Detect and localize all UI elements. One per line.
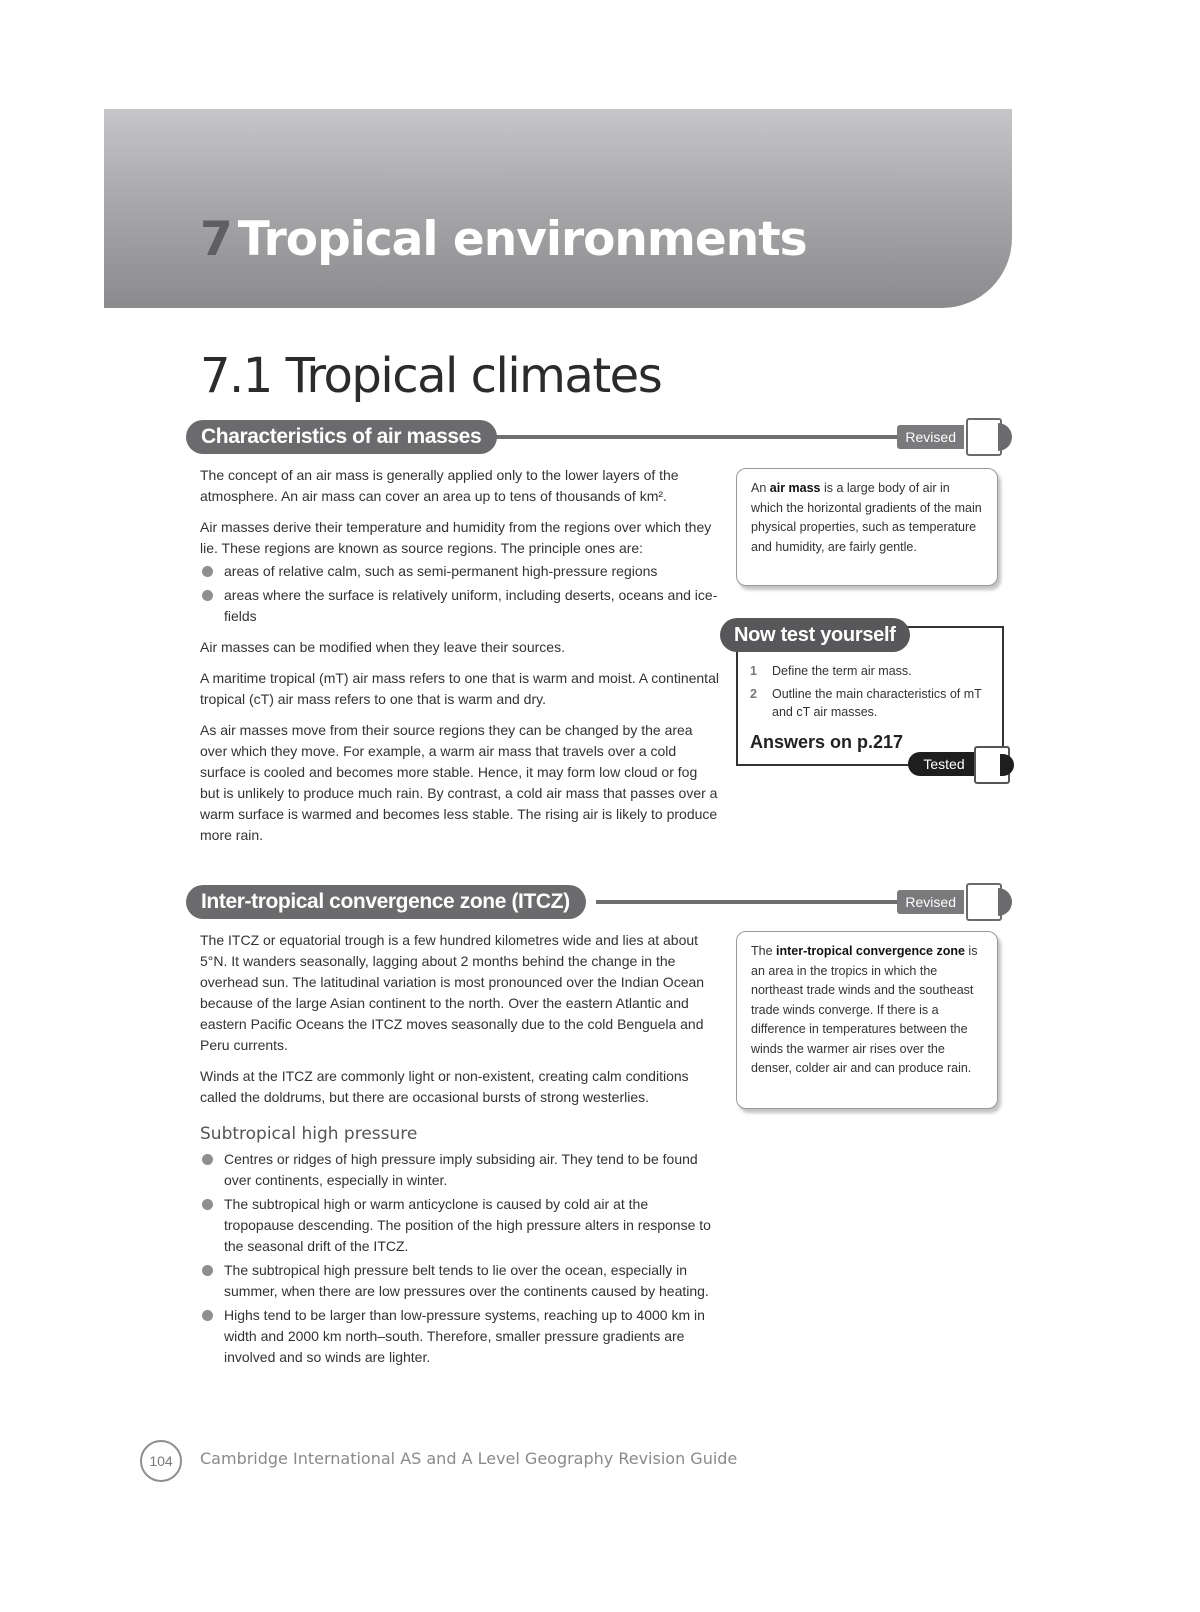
definition-term: inter-tropical convergence zone (776, 944, 965, 958)
bullet-icon (202, 1310, 213, 1321)
list-item-text: areas of relative calm, such as semi-permanent high-pressure regions (224, 563, 658, 579)
paragraph: A maritime tropical (mT) air mass refers to one that is warm and moist. A continental tropical (cT) air mass refers to one that is warm and dry. (200, 670, 719, 707)
definition-term: air mass (769, 481, 821, 495)
paragraph: As air masses move from their source regions they can be changed by the area over which they move. For example, a warm air mass that travels over a cold surface is cooled and becomes more stable. Hence, it may form low cloud or fog but is unlikely to produce much rain. By contrast, a cold air mass that passes over a warm surface is warmed and becomes less stable. The rising air is likely to produce more rain. (200, 722, 718, 843)
bullet-icon (202, 566, 213, 577)
revised-tag: Revised (897, 425, 964, 449)
list-item (200, 1260, 720, 1302)
paragraph: The ITCZ or equatorial trough is a few hundred kilometres wide and lies at about 5°N. It wanders seasonally, lagging about 2 months behind the change in the overhead sun. The latitudinal variation is most pronounced over the Indian Ocean because of the large Asian continent to the north. Over the eastern Atlantic and eastern Pacific Oceans the ITCZ moves seasonally due to the cold Benguela and Peru currents. (200, 932, 705, 1053)
list-item-text: The subtropical high or warm anticyclone is caused by cold air at the tropopause descending. The position of the high pressure alters in response to the seasonal drift of the ITCZ. (224, 1196, 711, 1254)
paragraph: Air masses can be modified when they leave their sources. (200, 639, 565, 655)
section-title: 7.1 Tropical climates (200, 348, 662, 404)
revised-checkbox[interactable] (966, 418, 1002, 456)
heading-rule (476, 435, 916, 439)
book-title: Cambridge International AS and A Level Geography Revision Guide (200, 1449, 738, 1468)
subtropical-high-list (200, 1149, 720, 1368)
definition-text: is an area in the tropics in which the northeast trade winds and the southeast trade winds converge. If there is a difference in temperatures between the winds the warmer air rises over the denser, colder air and can produce rain. (751, 944, 978, 1075)
list-item (200, 585, 720, 627)
tested-endcap (1000, 754, 1014, 776)
answers-reference: Answers on p.217 (750, 732, 904, 752)
paragraph: Winds at the ITCZ are commonly light or non-existent, creating calm conditions called the doldrums, but there are occasional bursts of strong westerlies. (200, 1068, 689, 1105)
paragraph: Air masses derive their temperature and humidity from the regions over which they lie. These regions are known as source regions. The principle ones are: (200, 519, 712, 556)
source-regions-list (200, 561, 720, 627)
definition-text: An (751, 481, 770, 495)
list-item-text: The subtropical high pressure belt tends to lie over the ocean, especially in summer, when there are low pressures over the continents caused by heating. (224, 1262, 709, 1299)
question-number: 2 (750, 687, 757, 701)
definition-air-mass (736, 468, 998, 586)
chapter-number: 7 (200, 212, 232, 267)
bullet-icon (202, 1199, 213, 1210)
heading-itcz: Inter-tropical convergence zone (ITCZ) (186, 885, 586, 919)
question-number: 1 (750, 664, 757, 678)
heading-rule (596, 900, 916, 904)
definition-itcz (736, 931, 998, 1109)
list-item (200, 1149, 720, 1191)
tested-tag: Tested (908, 752, 980, 776)
chapter-title (200, 212, 807, 267)
list-item-text: Centres or ridges of high pressure imply subsiding air. They tend to be found over continents, especially in winter. (224, 1151, 698, 1188)
heading-endcap (998, 423, 1012, 451)
chapter-title-text: Tropical environments (237, 212, 807, 267)
itcz-body (200, 930, 720, 1378)
heading-bar-itcz (186, 885, 1012, 919)
air-masses-body (200, 465, 720, 856)
subheading-subtropical-high: Subtropical high pressure (200, 1124, 418, 1144)
heading-bar-air-masses (186, 420, 1012, 454)
question-item (750, 685, 995, 721)
definition-text: The (751, 944, 777, 958)
heading-endcap (998, 888, 1012, 916)
list-item-text: areas where the surface is relatively uniform, including deserts, oceans and ice-fields (224, 587, 718, 624)
question-text: Outline the main characteristics of mT and cT air masses. (772, 687, 982, 719)
revised-checkbox[interactable] (966, 883, 1002, 921)
test-yourself-title: Now test yourself (720, 618, 910, 652)
chapter-banner (104, 109, 1012, 308)
list-item (200, 561, 720, 582)
bullet-icon (202, 590, 213, 601)
heading-air-masses: Characteristics of air masses (186, 420, 497, 454)
bullet-icon (202, 1154, 213, 1165)
bullet-icon (202, 1265, 213, 1276)
revised-tag: Revised (897, 890, 964, 914)
test-questions (750, 662, 995, 726)
question-text: Define the term air mass. (772, 664, 912, 678)
definition-text: is a large body of air in which the horizontal gradients of the main physical properties, such as temperature and humidity, are fairly gentle. (751, 481, 982, 554)
page-number: 104 (140, 1440, 182, 1482)
paragraph: The concept of an air mass is generally applied only to the lower layers of the atmosphere. An air mass can cover an area up to tens of thousands of km². (200, 467, 679, 504)
question-item (750, 662, 995, 680)
list-item (200, 1194, 720, 1257)
list-item-text: Highs tend to be larger than low-pressure systems, reaching up to 4000 km in width and 2000 km north–south. Therefore, smaller pressure gradients are involved and so winds are lighter. (224, 1307, 705, 1365)
list-item (200, 1305, 720, 1368)
